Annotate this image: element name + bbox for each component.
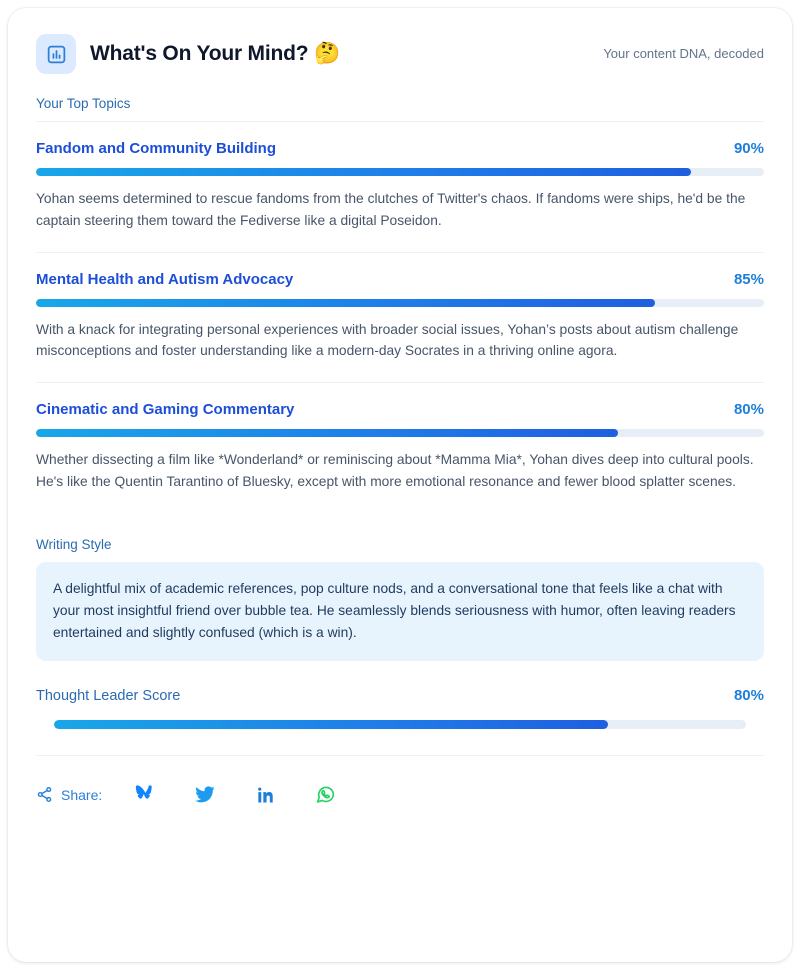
twitter-bird-icon[interactable] [188, 778, 222, 812]
topics-list [36, 121, 764, 513]
page-title: What's On Your Mind? 🤔 [90, 42, 340, 65]
score-percent: 80% [733, 686, 764, 704]
writing-style-label: Writing Style [36, 536, 112, 552]
topic-progress-fill [36, 429, 618, 437]
topic-item [36, 383, 764, 513]
topic-progress-track [36, 429, 764, 437]
topic-name: Cinematic and Gaming Commentary [36, 401, 295, 419]
writing-style-text: A delightful mix of academic references, pop culture nods, and a conversational tone that feels like a chat with your most insightful friend over bubble tea. He seamlessly blends seriousness with humor, often leaving readers entertained and slightly confused (which is a win). [53, 580, 736, 640]
topic-name: Fandom and Community Building [36, 140, 276, 157]
topic-description: Yohan seems determined to rescue fandoms from the clutches of Twitter's chaos. If fandoms were ships, he'd be the captain steering them toward the Fediverse like a digital Poseidon. [36, 191, 746, 228]
topic-percent: 85% [733, 270, 764, 288]
topic-header [36, 140, 764, 157]
score-progress-track [54, 720, 746, 729]
topic-item [36, 253, 764, 384]
topic-progress-fill [36, 299, 655, 307]
card-header [36, 34, 764, 74]
topic-progress-track [36, 168, 764, 176]
topic-percent: 80% [733, 401, 764, 419]
score-header [36, 687, 764, 704]
topic-description: Whether dissecting a film like *Wonderland* or reminiscing about *Mamma Mia*, Yohan dives deep into cultural pools. He's like the Quentin Tarantino of Bluesky, except with more emotional resonance and fewer blood splatter scenes. [36, 452, 754, 489]
share-nodes-icon [36, 786, 53, 803]
topic-description: With a knack for integrating personal experiences with broader social issues, Yohan’s posts about autism challenge misconceptions and foster understanding like a modern-day Socrates in a thriving online agora. [36, 321, 739, 359]
topic-percent: 90% [733, 140, 764, 157]
topic-header [36, 401, 764, 418]
writing-style-box [36, 562, 764, 661]
score-progress-fill [54, 720, 608, 729]
writing-style-section [36, 537, 764, 661]
topic-item [36, 122, 764, 253]
header-subtitle: Your content DNA, decoded [603, 46, 764, 61]
share-row [36, 756, 764, 812]
topic-header [36, 271, 764, 288]
topic-progress-track [36, 299, 764, 307]
linkedin-icon[interactable] [248, 778, 282, 812]
topic-name: Mental Health and Autism Advocacy [36, 270, 294, 288]
whatsapp-icon[interactable] [308, 778, 342, 812]
bluesky-butterfly-icon[interactable] [128, 778, 162, 812]
insight-card [8, 8, 792, 962]
top-topics-label: Your Top Topics [36, 96, 131, 111]
bar-chart-icon [36, 34, 76, 74]
score-label: Thought Leader Score [36, 687, 181, 704]
topic-progress-fill [36, 168, 691, 176]
thought-leader-score-section [36, 687, 764, 756]
share-label: Share: [61, 786, 103, 803]
